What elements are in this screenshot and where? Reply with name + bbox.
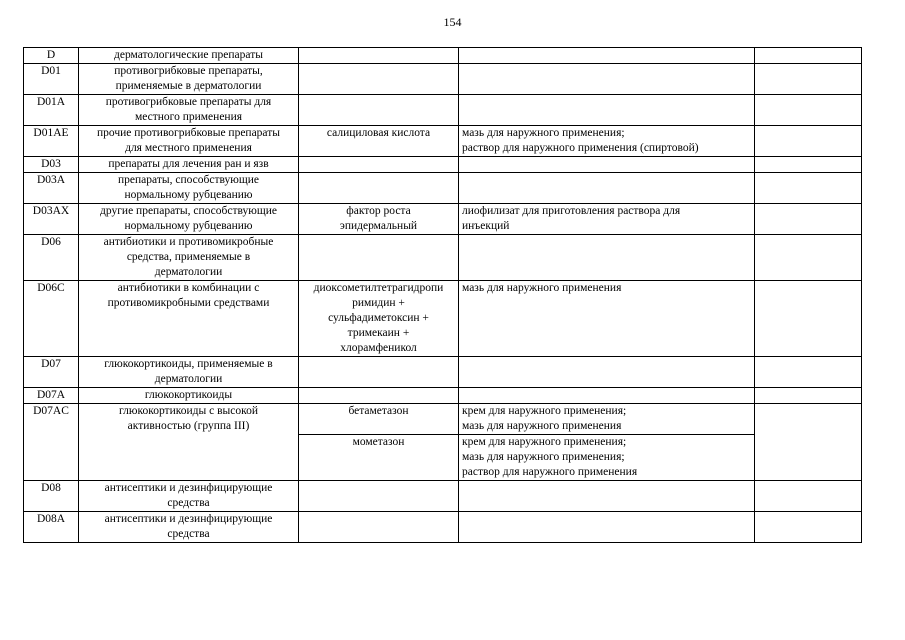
dosage-form-cell: крем для наружного применения; мазь для наружного применения [459, 404, 755, 435]
anatomical-group-cell: противогрибковые препараты для местного применения [79, 95, 299, 126]
atc-code-cell: D08 [24, 481, 79, 512]
dosage-form-cell [459, 64, 755, 95]
drug-classification-table [23, 47, 862, 543]
atc-code-cell: D03 [24, 157, 79, 173]
atc-code-cell: D06C [24, 281, 79, 357]
empty-cell [755, 512, 862, 543]
substance-cell: мометазон [299, 435, 459, 481]
table-row [24, 481, 862, 512]
empty-cell [755, 64, 862, 95]
substance-cell: фактор роста эпидермальный [299, 204, 459, 235]
empty-cell [755, 404, 862, 481]
atc-code-cell: D06 [24, 235, 79, 281]
substance-cell [299, 512, 459, 543]
dosage-form-cell: лиофилизат для приготовления раствора для инъекций [459, 204, 755, 235]
empty-cell [755, 235, 862, 281]
page-number: 154 [443, 15, 462, 29]
dosage-form-cell: мазь для наружного применения; раствор для наружного применения (спиртовой) [459, 126, 755, 157]
substance-cell [299, 64, 459, 95]
substance-cell [299, 157, 459, 173]
substance-cell: салициловая кислота [299, 126, 459, 157]
table-row [24, 235, 862, 281]
table-row [24, 48, 862, 64]
table-row [24, 157, 862, 173]
table-row [24, 64, 862, 95]
empty-cell [755, 357, 862, 388]
table-row [24, 173, 862, 204]
table-row [24, 281, 862, 357]
dosage-form-cell [459, 48, 755, 64]
substance-cell [299, 95, 459, 126]
substance-cell: диоксометилтетрагидропи римидин + сульфадиметоксин + тримекаин + хлорамфеникол [299, 281, 459, 357]
anatomical-group-cell: препараты для лечения ран и язв [79, 157, 299, 173]
anatomical-group-cell: глюкокортикоиды [79, 388, 299, 404]
table-body [24, 48, 862, 543]
anatomical-group-cell: дерматологические препараты [79, 48, 299, 64]
table-row [24, 126, 862, 157]
substance-cell [299, 173, 459, 204]
table-row [24, 388, 862, 404]
anatomical-group-cell: препараты, способствующие нормальному рубцеванию [79, 173, 299, 204]
dosage-form-cell [459, 95, 755, 126]
empty-cell [755, 204, 862, 235]
dosage-form-cell: мазь для наружного применения [459, 281, 755, 357]
anatomical-group-cell: другие препараты, способствующие нормальному рубцеванию [79, 204, 299, 235]
table-row [24, 204, 862, 235]
atc-code-cell: D01A [24, 95, 79, 126]
anatomical-group-cell: противогрибковые препараты, применяемые в дерматологии [79, 64, 299, 95]
dosage-form-cell [459, 357, 755, 388]
dosage-form-cell [459, 512, 755, 543]
dosage-form-cell [459, 235, 755, 281]
anatomical-group-cell: прочие противогрибковые препараты для местного применения [79, 126, 299, 157]
empty-cell [755, 157, 862, 173]
atc-code-cell: D03AX [24, 204, 79, 235]
substance-cell [299, 235, 459, 281]
dosage-form-cell [459, 157, 755, 173]
substance-cell [299, 357, 459, 388]
empty-cell [755, 126, 862, 157]
empty-cell [755, 173, 862, 204]
anatomical-group-cell: антибиотики в комбинации с противомикробными средствами [79, 281, 299, 357]
anatomical-group-cell: глюкокортикоиды с высокой активностью (группа III) [79, 404, 299, 481]
empty-cell [755, 48, 862, 64]
table-row [24, 357, 862, 388]
empty-cell [755, 95, 862, 126]
dosage-form-cell: крем для наружного применения; мазь для наружного применения; раствор для наружного применения [459, 435, 755, 481]
empty-cell [755, 281, 862, 357]
atc-code-cell: D07A [24, 388, 79, 404]
anatomical-group-cell: глюкокортикоиды, применяемые в дерматологии [79, 357, 299, 388]
empty-cell [755, 481, 862, 512]
dosage-form-cell [459, 481, 755, 512]
dosage-form-cell [459, 388, 755, 404]
substance-cell [299, 388, 459, 404]
substance-cell [299, 481, 459, 512]
atc-code-cell: D07 [24, 357, 79, 388]
empty-cell [755, 388, 862, 404]
atc-code-cell: D01 [24, 64, 79, 95]
anatomical-group-cell: антисептики и дезинфицирующие средства [79, 481, 299, 512]
dosage-form-cell [459, 173, 755, 204]
atc-code-cell: D08A [24, 512, 79, 543]
atc-code-cell: D [24, 48, 79, 64]
table-row [24, 95, 862, 126]
substance-cell: бетаметазон [299, 404, 459, 435]
anatomical-group-cell: антибиотики и противомикробные средства, применяемые в дерматологии [79, 235, 299, 281]
atc-code-cell: D01AE [24, 126, 79, 157]
atc-code-cell: D03A [24, 173, 79, 204]
table-row [24, 512, 862, 543]
substance-cell [299, 48, 459, 64]
atc-code-cell: D07AC [24, 404, 79, 481]
table-row [24, 404, 862, 435]
anatomical-group-cell: антисептики и дезинфицирующие средства [79, 512, 299, 543]
